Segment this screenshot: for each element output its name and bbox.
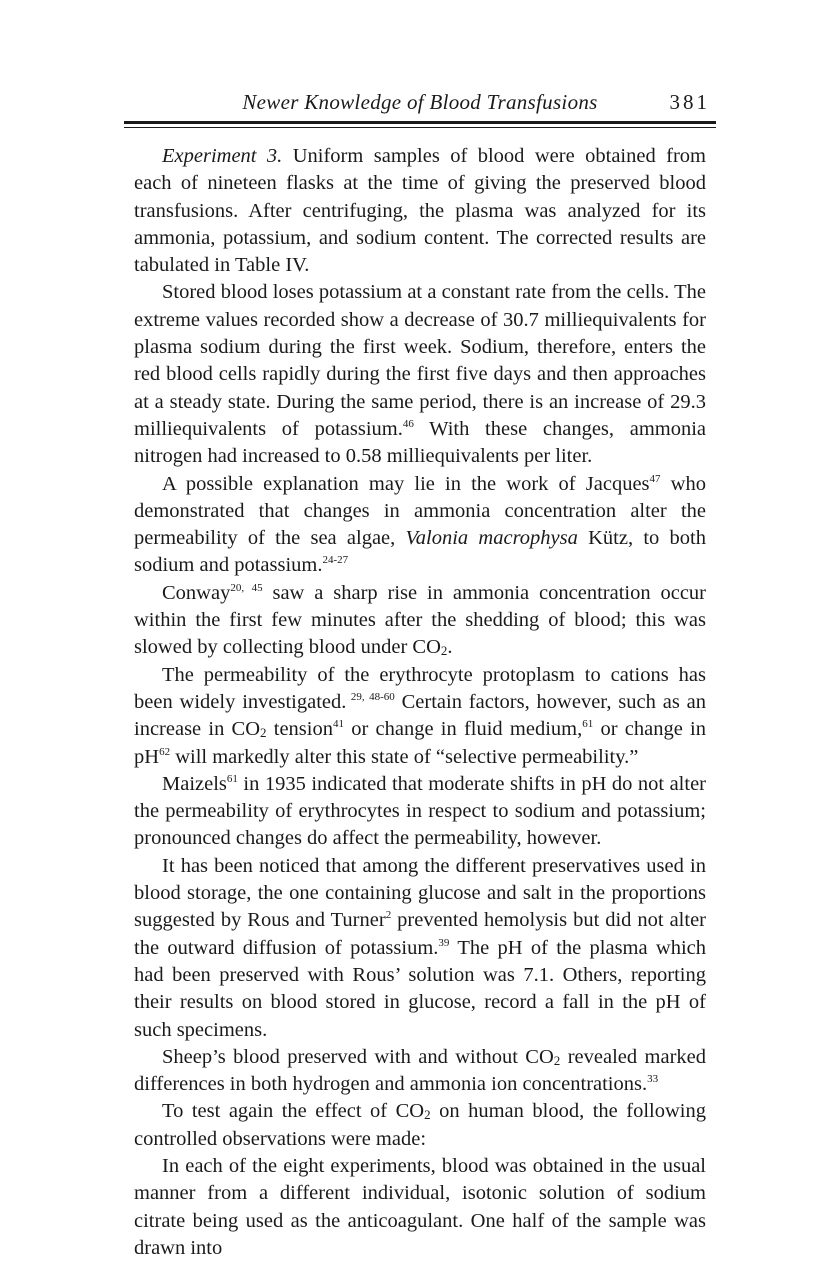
reference-mark: 24-27 [322,554,349,567]
paragraph-test-co2: To test again the effect of $CO_2$ on human blood, the following controlled observations were made: [134,1100,706,1150]
reference-mark: 61 [226,772,238,785]
reference-mark: 2 [385,909,392,922]
paragraph-eight-experiments: In each of the eight experiments, blood was obtained in the usual manner from a different individual, isotonic solution of sodium citrate being used as the anticoagulant. One half of the sample was drawn into [134,1154,706,1259]
paragraph-conway: Conway$^{20, 45}$ saw a sharp rise in ammonia concentration occur within the first few minutes after the shedding of blood; this was slowed by collecting blood under $CO_2$. [134,581,707,659]
paragraph-maizels: Maizels$^{61}$ in 1935 indicated that moderate shifts in pH do not alter the permeability of erythrocytes in respect to sodium and potassium; pronounced changes do affect the permeability, however. [134,772,706,850]
paragraph-stored-blood: Stored blood loses potassium at a constant rate from the cells. The extreme values recorded show a decrease of 30.7 milliequivalents for plasma sodium during the first week. Sodium, therefore, enters the red blood cells rapidly during the first five days and then approaches at a steady state. During the same period, there is an increase of 29.3 milliequivalents of potassium.$^{46}$ With these changes, ammonia nitrogen had increased to 0.58 milliequivalents per liter. [134,281,706,468]
subscript: 2 [424,1107,431,1123]
paragraph-sheep-blood: Sheep’s blood preserved with and without $CO_2$ revealed marked differences in both hydrogen and ammonia ion concentrations.$^{33}$ [134,1045,707,1096]
header-rule-thin [124,127,716,128]
reference-mark: 29, 48-60 [346,690,395,703]
running-header [128,90,712,120]
reference-mark: 46 [402,417,414,430]
reference-mark: 61 [582,718,594,731]
reference-mark: 47 [649,472,661,485]
paragraph-experiment-3: Experiment 3. Uniform samples of blood were obtained from each of nineteen flasks at the time of giving the preserved blood transfusions. After centrifuging, the plasma was analyzed for its ammonia, potassium, and sodium content. The corrected results are tabulated in Table IV. [134,145,706,277]
experiment-label: Experiment 3. [162,145,283,167]
subscript: 2 [440,643,448,659]
reference-mark: 33 [647,1073,659,1086]
paragraph-permeability: The permeability of the erythrocyte protoplasm to cations has been widely investigated. $^{29, 48-60}$ Certain factors, however, such as an increase in $CO_2$ tension$^{41}$ or change in fluid medium,$^{61}$ or change in $pH^{62}$ will markedly alter this state of “selective permeability.” [134,663,706,768]
page-number: 381 [669,90,710,114]
body-text [134,143,706,1262]
reference-mark: 41 [332,718,344,731]
subscript: 2 [260,725,267,741]
subscript: 2 [553,1052,561,1068]
reference-mark: 39 [438,936,450,949]
reference-mark: 20, 45 [230,581,263,594]
species-name: Valonia macrophysa [405,527,578,550]
paragraph-preservatives: It has been noticed that among the different preservatives used in blood storage, the one containing glucose and salt in the proportions suggested by Rous and Turner$^2$ prevented hemolysis but did not alter the outward diffusion of potassium.$^{39}$ The pH of the plasma which had been preserved with Rous’ solution was 7.1. Others, reporting their results on blood stored in glucose, record a fall in the pH of such specimens. [134,854,706,1041]
header-rule-thick [124,121,716,124]
paragraph-jacques: A possible explanation may lie in the work of Jacques$^{47}$ who demonstrated that changes in ammonia concentration alter the permeability of the sea algae, Valonia macrophysa Kütz, to both sodium and potassium.$^{24-27}$ [134,472,706,577]
running-title: Newer Knowledge of Blood Transfusions [242,90,598,114]
reference-mark: 62 [159,745,171,758]
